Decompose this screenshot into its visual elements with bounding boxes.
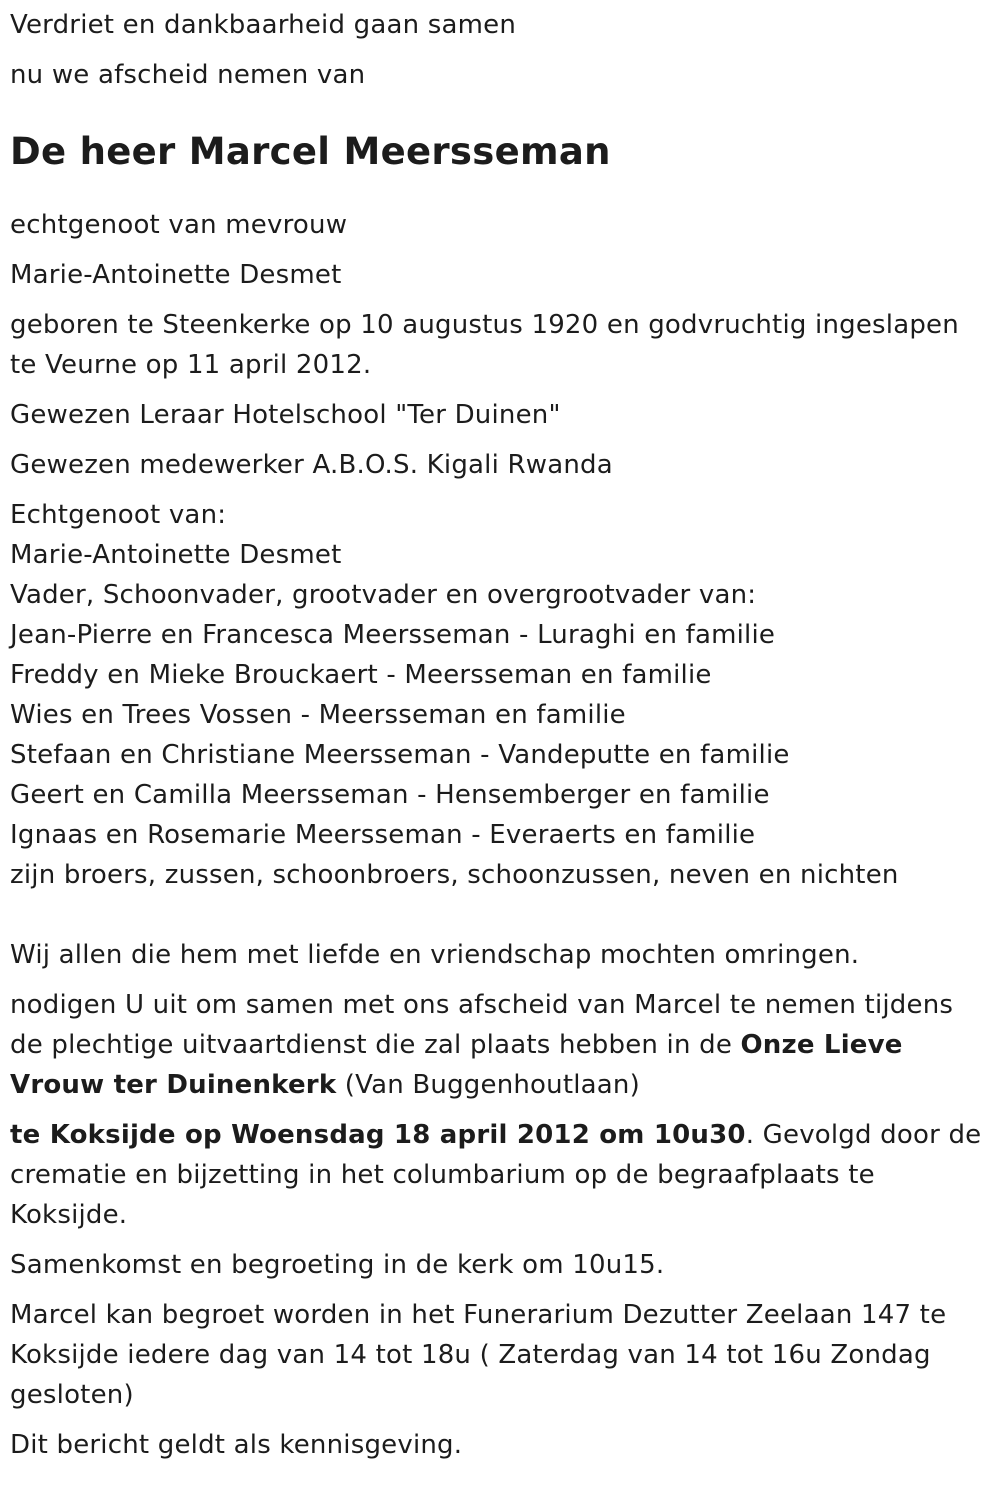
deceased-name: De heer Marcel Meersseman: [10, 130, 611, 173]
spacer: [10, 895, 990, 935]
family-spouse-label: Echtgenoot van:: [10, 500, 227, 530]
family-child-line: Stefaan en Christiane Meersseman - Vandeputte en familie: [10, 740, 790, 770]
career-line-2: Gewezen medewerker A.B.O.S. Kigali Rwanda: [10, 450, 613, 480]
visitation-text: Marcel kan begroet worden in het Funerarium Dezutter Zeelaan 147 te Koksijde iedere dag van 14 tot 18u ( Zaterdag van 14 tot 16u Zondag gesloten): [10, 1300, 947, 1410]
family-child-line: Jean-Pierre en Francesca Meersseman - Luraghi en familie: [10, 620, 776, 650]
family-child-line: Wies en Trees Vossen - Meersseman en familie: [10, 700, 626, 730]
gathering-text: Samenkomst en begroeting in de kerk om 10u15.: [10, 1250, 665, 1280]
family-child-line: Ignaas en Rosemarie Meersseman - Everaerts en familie: [10, 820, 756, 850]
notice-text: Dit bericht geldt als kennisgeving.: [10, 1430, 463, 1460]
family-block: [10, 495, 990, 975]
after-service-text: . Gevolgd door de crematie en bijzetting in het columbarium op de begraafplaats te Koksijde.: [10, 1120, 982, 1230]
friends-line: Wij allen die hem met liefde en vriendschap mochten omringen.: [10, 940, 860, 970]
family-father-label: Vader, Schoonvader, grootvader en overgrootvader van:: [10, 580, 757, 610]
church-street: (Van Buggenhoutlaan): [336, 1070, 640, 1100]
career-line-1: Gewezen Leraar Hotelschool "Ter Duinen": [10, 400, 561, 430]
invitation-paragraph: [10, 985, 990, 1105]
spouse-name: Marie-Antoinette Desmet: [10, 260, 342, 290]
church-name: Onze Lieve Vrouw ter Duinenkerk: [10, 1030, 903, 1100]
spouse-intro: echtgenoot van mevrouw: [10, 210, 348, 240]
intro-line-1: Verdriet en dankbaarheid gaan samen: [10, 10, 517, 40]
service-datetime: te Koksijde op Woensdag 18 april 2012 om 10u30: [10, 1120, 746, 1150]
family-child-line: Freddy en Mieke Brouckaert - Meersseman en familie: [10, 660, 712, 690]
family-child-line: Geert en Camilla Meersseman - Hensemberger en familie: [10, 780, 770, 810]
family-spouse: Marie-Antoinette Desmet: [10, 540, 342, 570]
invite-text: nodigen U uit om samen met ons afscheid van Marcel te nemen tijdens de plechtige uitvaartdienst die zal plaats hebben in de: [10, 990, 954, 1060]
birth-death-text: geboren te Steenkerke op 10 augustus 1920 en godvruchtig ingeslapen te Veurne op 11 april 2012.: [10, 310, 959, 380]
service-paragraph: [10, 1115, 990, 1235]
family-relatives: zijn broers, zussen, schoonbroers, schoonzussen, neven en nichten: [10, 860, 899, 890]
intro-line-2: nu we afscheid nemen van: [10, 60, 366, 90]
